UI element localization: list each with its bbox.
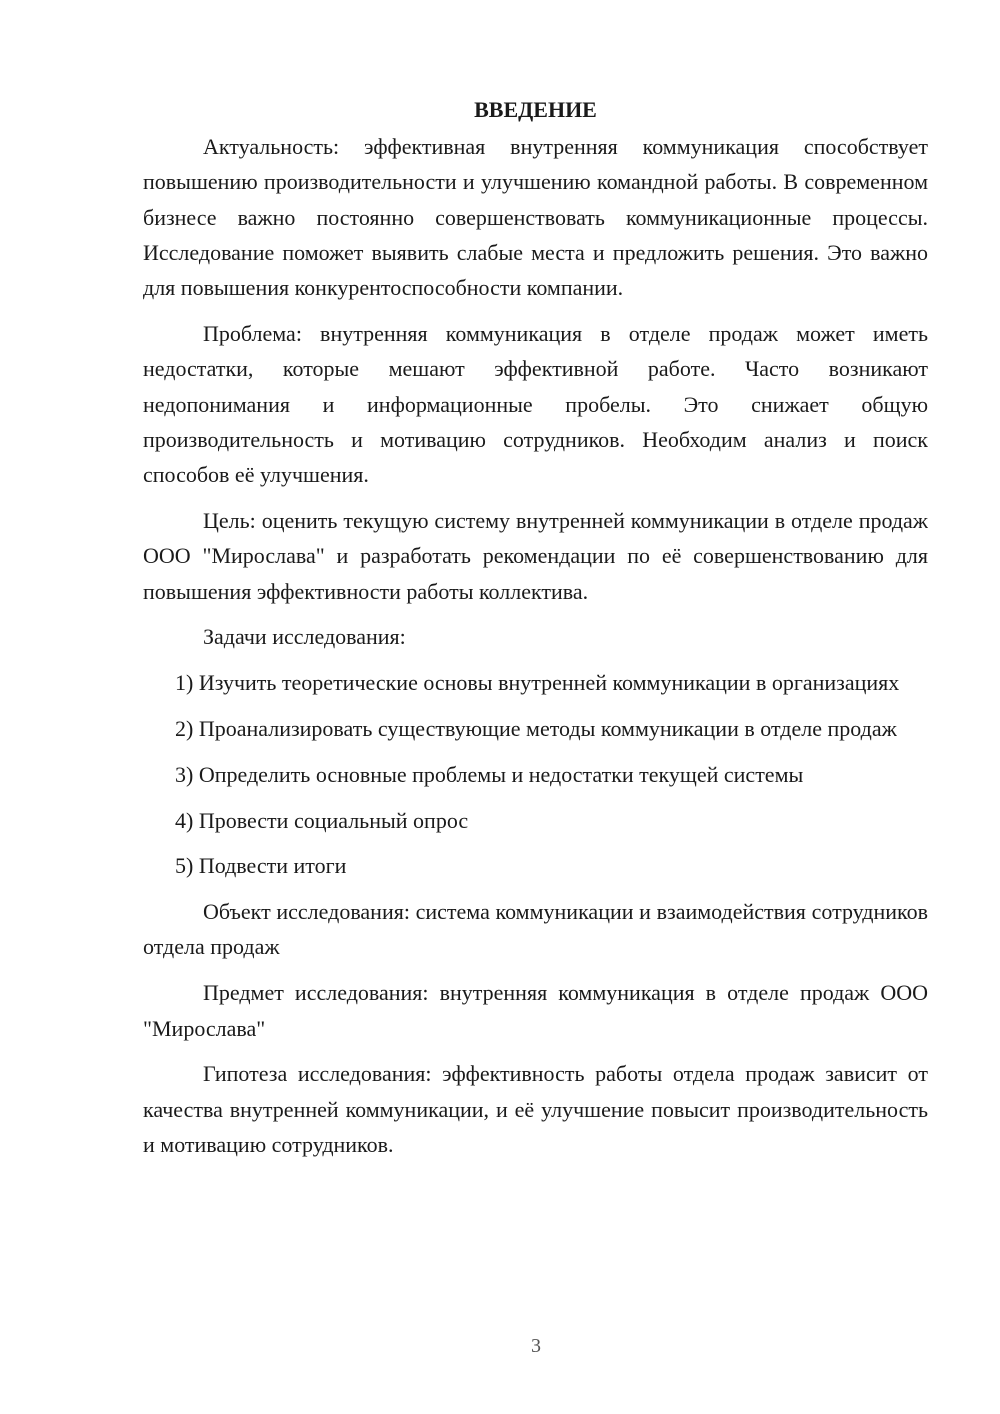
paragraph-problem: Проблема: внутренняя коммуникация в отделе продаж может иметь недостатки, которые мешают эффективной работе. Часто возникают недопонимания и информационные пробелы. Это снижает общую производительность и мотивацию сотрудников. Необходим анализ и поиск способов её улучшения. bbox=[143, 320, 928, 488]
section-heading: ВВЕДЕНИЕ bbox=[474, 97, 597, 122]
paragraph-hypothesis: Гипотеза исследования: эффективность работы отдела продаж зависит от качества внутренней коммуникации, и её улучшение повысит производительность и мотивацию сотрудников. bbox=[143, 1061, 928, 1157]
page-number: 3 bbox=[531, 1335, 541, 1357]
paragraph-relevance: Актуальность: эффективная внутренняя коммуникация способствует повышению производительности и улучшению командной работы. В современном бизнесе важно постоянно совершенствовать коммуникационные процессы. Исследование поможет выявить слабые места и предложить решения. Это важно для повышения конкурентоспособности компании. bbox=[143, 134, 928, 301]
paragraph-goal: Цель: оценить текущую систему внутренней коммуникации в отделе продаж ООО "Мирослава" и разработать рекомендации по её совершенствованию для повышения эффективности работы коллектива. bbox=[143, 507, 928, 604]
document-page bbox=[143, 92, 928, 1162]
task-item-3: 3) Определить основные проблемы и недостатки текущей системы bbox=[175, 761, 804, 787]
paragraph-object: Объект исследования: система коммуникации и взаимодействия сотрудников отдела продаж bbox=[143, 899, 928, 960]
task-item-5: 5) Подвести итоги bbox=[175, 853, 347, 879]
task-item-2: 2) Проанализировать существующие методы коммуникации в отделе продаж bbox=[175, 715, 897, 741]
paragraph-tasks-intro: Задачи исследования: bbox=[203, 624, 406, 650]
task-item-4: 4) Провести социальный опрос bbox=[175, 807, 469, 833]
paragraph-subject: Предмет исследования: внутренняя коммуникация в отделе продаж ООО "Мирослава" bbox=[143, 980, 928, 1041]
task-item-1: 1) Изучить теоретические основы внутренней коммуникации в организациях bbox=[175, 670, 900, 696]
